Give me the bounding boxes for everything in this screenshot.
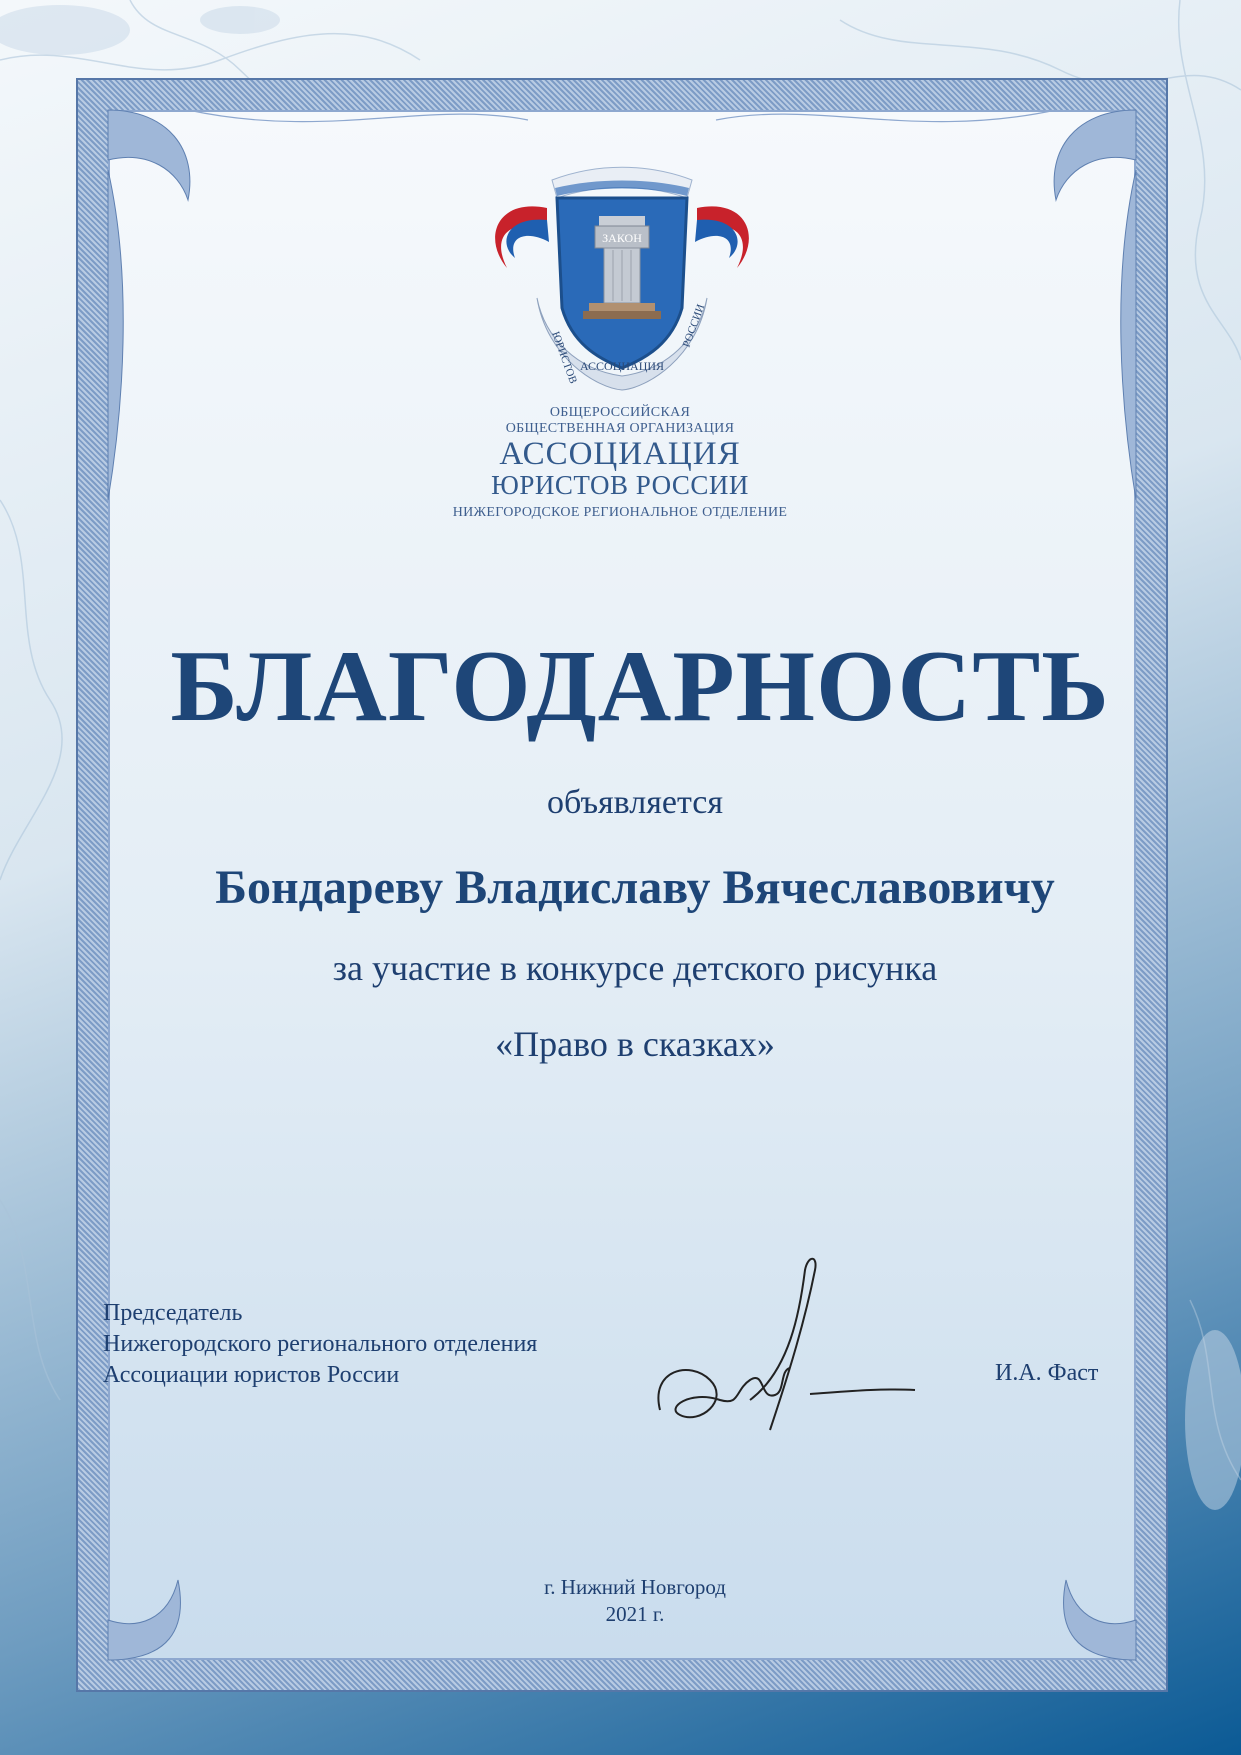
position-line: Нижегородского регионального отделения <box>103 1331 538 1357</box>
contest-name: «Право в сказках» <box>495 1024 775 1064</box>
svg-text:ЮРИСТОВ: ЮРИСТОВ <box>549 329 580 386</box>
certificate-title: БЛАГОДАРНОСТЬ <box>170 630 1110 743</box>
signatory-position <box>103 1298 537 1391</box>
svg-text:РОССИИ: РОССИИ <box>680 302 708 350</box>
city: г. Нижний Новгород <box>544 1575 726 1599</box>
org-name-line2: ЮРИСТОВ РОССИИ <box>491 470 749 500</box>
handwritten-signature <box>650 1250 920 1440</box>
signatory-name: И.А. Фаст <box>995 1360 1099 1386</box>
emblem-icon <box>477 158 767 398</box>
org-kind-line: ОБЩЕСТВЕННАЯ ОРГАНИЗАЦИЯ <box>505 421 735 436</box>
org-name-line1: АССОЦИАЦИЯ <box>499 436 741 472</box>
org-type-line: ОБЩЕРОССИЙСКАЯ <box>549 405 691 420</box>
announce-text: объявляется <box>547 784 723 821</box>
association-emblem <box>477 158 767 398</box>
year: 2021 г. <box>605 1602 665 1626</box>
org-branch-line: НИЖЕГОРОДСКОЕ РЕГИОНАЛЬНОЕ ОТДЕЛЕНИЕ <box>452 505 788 520</box>
position-line: Ассоциации юристов России <box>103 1362 400 1388</box>
svg-text:ЗАКОН: ЗАКОН <box>602 231 642 245</box>
recipient-name: Бондареву Владиславу Вячеславовичу <box>215 861 1055 914</box>
award-reason: за участие в конкурсе детского рисунка <box>332 948 938 988</box>
svg-text:АССОЦИАЦИЯ: АССОЦИАЦИЯ <box>579 359 665 373</box>
position-line: Председатель <box>103 1300 243 1326</box>
